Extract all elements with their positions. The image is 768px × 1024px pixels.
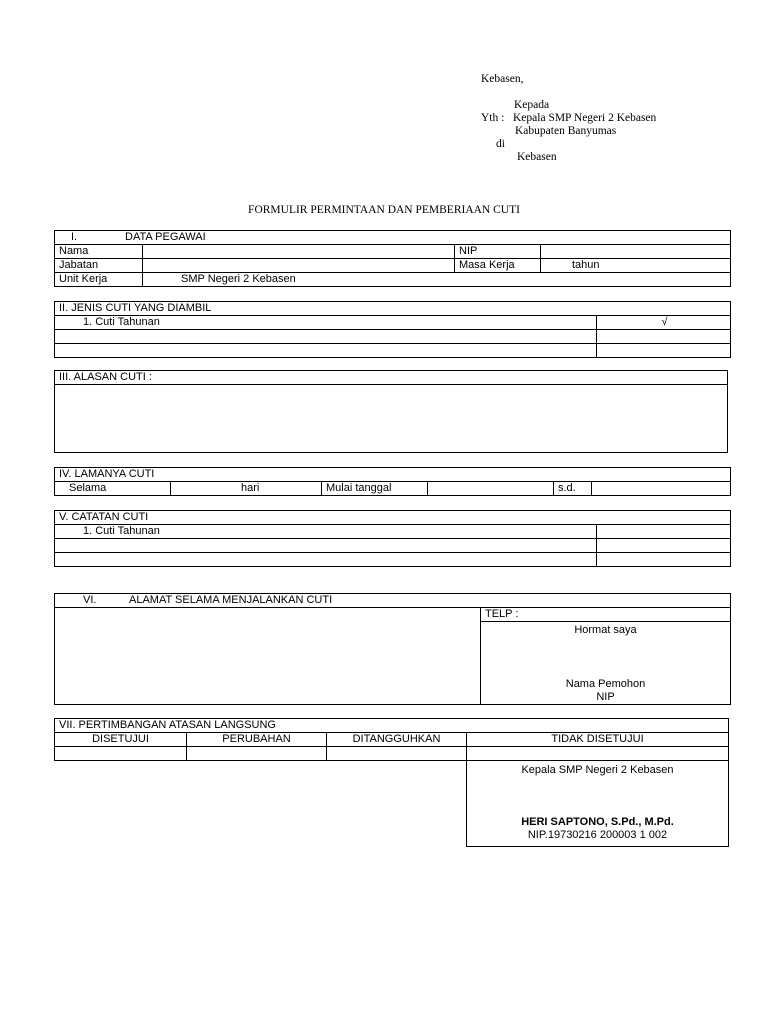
- mulai-tanggal-label: Mulai tanggal: [322, 482, 428, 496]
- nama-pemohon: Nama Pemohon: [565, 678, 646, 690]
- di-label: di: [496, 138, 505, 150]
- pemohon-signature-block: [481, 622, 731, 705]
- place-date: Kebasen,: [481, 73, 524, 85]
- section6-heading: [55, 594, 731, 608]
- section7-heading: VII. PERTIMBANGAN ATASAN LANGSUNG: [55, 719, 729, 733]
- catatan-value-3[interactable]: [597, 553, 731, 567]
- ditangguhkan-header: DITANGGUHKAN: [327, 733, 467, 747]
- signer-name: HERI SAPTONO, S.Pd., M.Pd.: [521, 816, 674, 828]
- alasan-cuti-field[interactable]: [55, 385, 728, 453]
- catatan-cuti-value-1[interactable]: [597, 525, 731, 539]
- kepala-sekolah-title: Kepala SMP Negeri 2 Kebasen: [521, 764, 674, 776]
- catatan-row-2: [55, 539, 597, 553]
- section-pertimbangan-atasan: [54, 718, 729, 847]
- hari-label: hari: [241, 482, 260, 494]
- disetujui-header: DISETUJUI: [55, 733, 187, 747]
- hormat-saya: Hormat saya: [574, 624, 637, 636]
- catatan-value-2[interactable]: [597, 539, 731, 553]
- form-title: FORMULIR PERMINTAAN DAN PEMBERIAAN CUTI: [248, 204, 520, 216]
- pemohon-nip: NIP: [596, 691, 615, 703]
- selama-label: Selama: [55, 482, 171, 496]
- section3-heading: III. ALASAN CUTI :: [55, 371, 728, 385]
- jabatan-field[interactable]: [143, 259, 455, 273]
- masa-kerja-field[interactable]: [541, 259, 731, 273]
- atasan-signature-block: [467, 761, 729, 847]
- tahun-label: tahun: [572, 259, 600, 271]
- perubahan-header: PERUBAHAN: [187, 733, 327, 747]
- sd-label: s.d.: [554, 482, 592, 496]
- section-alamat-cuti: [54, 593, 731, 705]
- section-catatan-cuti: [54, 510, 731, 567]
- tidak-disetujui-header: TIDAK DISETUJUI: [467, 733, 729, 747]
- catatan-cuti-tahunan: 1. Cuti Tahunan: [55, 525, 597, 539]
- section-alasan-cuti: [54, 370, 728, 453]
- section6-title: ALAMAT SELAMA MENJALANKAN CUTI: [129, 594, 333, 606]
- unit-kerja-label: Unit Kerja: [55, 273, 143, 287]
- tidak-disetujui-field[interactable]: [467, 747, 729, 761]
- cuti-tahunan-item: 1. Cuti Tahunan: [55, 316, 597, 330]
- alamat-field[interactable]: [55, 608, 481, 705]
- nama-field[interactable]: [143, 245, 455, 259]
- perubahan-field[interactable]: [187, 747, 327, 761]
- section2-heading: II. JENIS CUTI YANG DIAMBIL: [55, 302, 731, 316]
- section1-title: DATA PEGAWAI: [125, 231, 206, 243]
- recipient-regency: Kabupaten Banyumas: [515, 125, 617, 137]
- nip-field[interactable]: [541, 245, 731, 259]
- recipient-city: Kebasen: [517, 151, 557, 163]
- mulai-tanggal-field[interactable]: [428, 482, 554, 496]
- section-data-pegawai: [54, 230, 731, 287]
- section4-heading: IV. LAMANYA CUTI: [55, 468, 731, 482]
- approval-spacer: [55, 761, 467, 847]
- yth-label: Yth :: [481, 112, 505, 124]
- section1-heading: [55, 231, 731, 245]
- section-jenis-cuti: [54, 301, 731, 358]
- telp-field[interactable]: [481, 608, 731, 622]
- jabatan-label: Jabatan: [55, 259, 143, 273]
- jenis-cuti-check-3[interactable]: [597, 344, 731, 358]
- unit-kerja-value: SMP Negeri 2 Kebasen: [181, 273, 296, 285]
- nama-label: Nama: [55, 245, 143, 259]
- nip-label: NIP: [455, 245, 541, 259]
- section5-heading: V. CATATAN CUTI: [55, 511, 731, 525]
- section1-number: I.: [71, 231, 78, 243]
- jenis-cuti-row-3: [55, 344, 597, 358]
- jenis-cuti-check-2[interactable]: [597, 330, 731, 344]
- cuti-tahunan-check[interactable]: √: [597, 316, 731, 330]
- masa-kerja-label: Masa Kerja: [455, 259, 541, 273]
- section-lamanya-cuti: [54, 467, 731, 496]
- unit-kerja-field[interactable]: [143, 273, 731, 287]
- section6-number: VI.: [83, 594, 97, 606]
- hari-field[interactable]: [171, 482, 322, 496]
- kepada-label: Kepada: [514, 99, 550, 111]
- catatan-row-3: [55, 553, 597, 567]
- jenis-cuti-row-2: [55, 330, 597, 344]
- signer-nip: NIP.19730216 200003 1 002: [527, 829, 668, 841]
- disetujui-field[interactable]: [55, 747, 187, 761]
- sampai-tanggal-field[interactable]: [592, 482, 731, 496]
- recipient-title: Kepala SMP Negeri 2 Kebasen: [513, 112, 657, 124]
- telp-label: TELP :: [485, 608, 519, 620]
- ditangguhkan-field[interactable]: [327, 747, 467, 761]
